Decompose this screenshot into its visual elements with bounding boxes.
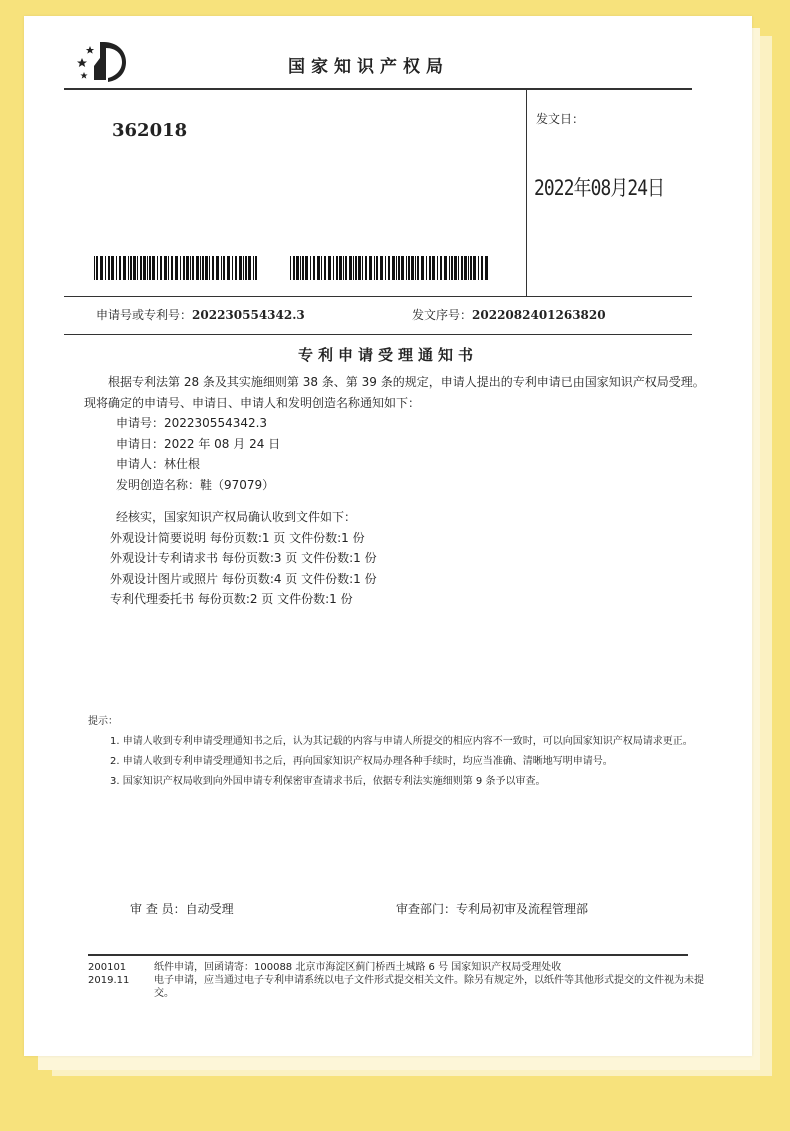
barcode-bar [324, 256, 326, 280]
barcode-bar [160, 256, 162, 280]
barcode-bar [302, 256, 304, 280]
barcode-bar [227, 256, 230, 280]
barcode-bar [96, 256, 98, 280]
footer-divider [88, 954, 688, 956]
barcode-bar [401, 256, 404, 280]
barcode-bar [470, 256, 472, 280]
barcode-bar [111, 256, 114, 280]
barcode-bar [396, 256, 397, 280]
barcode-bar [333, 256, 334, 280]
issue-date-label: 发文日： [536, 112, 585, 126]
notice-title: 专利申请受理通知书 [297, 346, 478, 364]
barcode-bar [358, 256, 361, 280]
barcode-bar [429, 256, 431, 280]
barcode-bar [481, 256, 483, 280]
tips-heading: 提示： [88, 716, 118, 727]
file-item: 专利代理委托书 每份页数:2 页 文件份数:1 份 [110, 592, 353, 606]
barcode-bar [190, 256, 191, 280]
barcode-bar [100, 256, 103, 280]
barcode-bar [369, 256, 372, 280]
barcode-bar [192, 256, 194, 280]
barcode-bar [392, 256, 395, 280]
barcode-bar [449, 256, 450, 280]
issue-date: 2022年08月24日 [534, 176, 665, 200]
barcode-bar [454, 256, 457, 280]
barcode-bar [164, 256, 167, 280]
notice-body [84, 372, 710, 610]
barcode-bar [202, 256, 204, 280]
barcode-bar [171, 256, 173, 280]
barcode-bar [300, 256, 301, 280]
barcode-bar [205, 256, 208, 280]
application-number-row [96, 306, 305, 323]
barcode-bar [398, 256, 400, 280]
file-item: 外观设计专利请求书 每份页数:3 页 文件份数:1 份 [110, 551, 377, 565]
barcode-bar [130, 256, 132, 280]
barcode-bar [116, 256, 117, 280]
serial-number: 2022082401263820 [472, 308, 606, 322]
barcode-bar [94, 256, 95, 280]
barcode-bar [293, 256, 295, 280]
barcode-bar [313, 256, 315, 280]
barcode-bar [123, 256, 126, 280]
barcode-bar [243, 256, 244, 280]
cnipa-logo-icon [76, 36, 128, 86]
serial-number-label: 发文序号： [412, 308, 473, 322]
barcode-bar [321, 256, 322, 280]
barcode-bar [432, 256, 435, 280]
intro-paragraph: 根据专利法第 28 条及其实施细则第 38 条、第 39 条的规定，申请人提出的专利申请已由国家知识产权局受理。现将确定的申请号、申请日、申请人和发明创造名称通知如下： [84, 375, 705, 410]
barcode-bar [417, 256, 419, 280]
barcode-bar [137, 256, 138, 280]
barcode-bar [212, 256, 214, 280]
office-name: 国家知识产权局 [288, 57, 449, 77]
barcode-bar [253, 256, 254, 280]
barcode-bar [221, 256, 222, 280]
barcode-bar [415, 256, 416, 280]
application-number-label: 申请号或专利号： [96, 308, 193, 322]
file-item: 外观设计图片或照片 每份页数:4 页 文件份数:1 份 [110, 571, 377, 586]
examiner: 审 查 员：自动受理 [130, 902, 234, 916]
barcode-bar [380, 256, 383, 280]
barcode-bar [255, 256, 257, 280]
barcode-bar [105, 256, 106, 280]
divider [526, 88, 527, 296]
field-application-date: 申请日：2022 年 08 月 24 日 [116, 436, 281, 451]
tip-item: 2. 申请人收到专利申请受理通知书之后，再向国家知识产权局办理各种手续时，均应当准确、清晰地写明申请号。 [110, 756, 613, 767]
barcode-bar [310, 256, 311, 280]
verify-text: 经核实，国家知识产权局确认收到文件如下： [116, 510, 357, 524]
barcode-bar [143, 256, 146, 280]
barcode-bar [458, 256, 459, 280]
file-item: 外观设计简要说明 每份页数:1 页 文件份数:1 份 [110, 530, 365, 545]
barcode-bar [235, 256, 237, 280]
barcode-bar [119, 256, 121, 280]
department: 审查部门：专利局初审及流程管理部 [396, 902, 589, 916]
barcode-bar [485, 256, 488, 280]
barcode-bar [468, 256, 469, 280]
barcode-bar [349, 256, 352, 280]
barcode-bar [339, 256, 342, 280]
barcode-bar [140, 256, 142, 280]
barcode-bar [108, 256, 110, 280]
divider [64, 88, 692, 90]
tips-section [88, 712, 708, 792]
barcode-bar [345, 256, 347, 280]
footer-mail-line: 纸件申请，回函请寄：100088 北京市海淀区蓟门桥西土城路 6 号 国家知识产权局受理处收 [154, 962, 562, 973]
footer-electronic-line: 电子申请，应当通过电子专利申请系统以电子文件形式提交相关文件。除另有规定外，以纸件等其他形式提交的文件视为未提交。 [154, 975, 704, 999]
barcode-bar [362, 256, 363, 280]
barcode-bar [186, 256, 189, 280]
barcode-bar [328, 256, 331, 280]
barcode-bar [343, 256, 344, 280]
serial-number-row [412, 306, 606, 323]
barcode-bar [157, 256, 158, 280]
barcode-bar [196, 256, 199, 280]
form-code: 200101 [88, 962, 127, 973]
barcode-bar [149, 256, 151, 280]
barcode [94, 256, 258, 280]
barcode-bar [374, 256, 375, 280]
barcode-bar [365, 256, 367, 280]
barcode-bar [376, 256, 378, 280]
barcode-bar [353, 256, 354, 280]
form-version: 2019.11 [88, 975, 130, 986]
barcode-bar [411, 256, 414, 280]
barcode-bar [180, 256, 181, 280]
barcode-bar [464, 256, 467, 280]
barcode-bar [355, 256, 357, 280]
barcode-bar [232, 256, 233, 280]
barcode [290, 256, 489, 280]
barcode-bar [385, 256, 386, 280]
barcode-bar [421, 256, 424, 280]
barcode-bar [461, 256, 463, 280]
field-application-number: 申请号：202230554342.3 [116, 416, 268, 430]
barcode-bar [216, 256, 219, 280]
barcode-bar [245, 256, 247, 280]
barcode-bar [426, 256, 427, 280]
barcode-bar [388, 256, 390, 280]
notice-document [24, 16, 752, 1056]
barcode-bar [296, 256, 299, 280]
field-invention-title: 发明创造名称：鞋（97079） [116, 477, 275, 492]
barcode-bar [152, 256, 155, 280]
barcode-bar [223, 256, 225, 280]
tip-item: 3. 国家知识产权局收到向外国申请专利保密审查请求书后，依据专利法实施细则第 9 条予以审查。 [110, 776, 546, 787]
barcode-bar [128, 256, 129, 280]
spacer [90, 495, 710, 507]
barcode-bar [444, 256, 447, 280]
barcode-bar [305, 256, 308, 280]
barcode-bar [408, 256, 410, 280]
barcode-bar [175, 256, 178, 280]
barcode-bar [336, 256, 338, 280]
application-number: 202230554342.3 [192, 308, 305, 322]
barcode-bar [290, 256, 291, 280]
field-applicant: 申请人：林仕根 [116, 457, 201, 471]
barcode-bar [317, 256, 320, 280]
barcode-bar [248, 256, 251, 280]
barcode-bar [473, 256, 476, 280]
document-number: 362018 [112, 120, 188, 141]
barcode-bar [478, 256, 479, 280]
barcode-bar [239, 256, 242, 280]
barcode-bar [200, 256, 201, 280]
barcode-bar [451, 256, 453, 280]
barcode-bar [147, 256, 148, 280]
barcode-bar [406, 256, 407, 280]
barcode-bar [133, 256, 136, 280]
divider [64, 334, 692, 335]
divider [64, 296, 692, 297]
barcode-bar [183, 256, 185, 280]
tip-item: 1. 申请人收到专利申请受理通知书之后，认为其记载的内容与申请人所提交的相应内容不一致时，可以向国家知识产权局请求更正。 [110, 736, 693, 747]
barcode-bar [168, 256, 169, 280]
barcode-bar [437, 256, 438, 280]
barcode-bar [209, 256, 210, 280]
barcode-bar [440, 256, 442, 280]
